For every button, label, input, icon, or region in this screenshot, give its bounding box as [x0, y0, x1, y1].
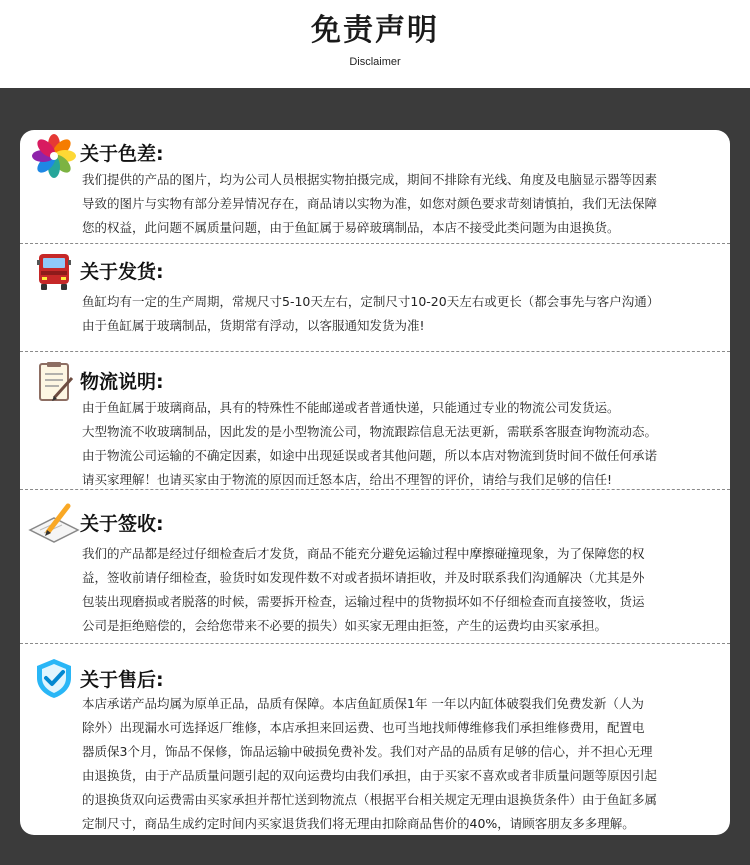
body-line: 您的权益，此问题不属质量问题，由于鱼缸属于易碎玻璃制品，本店不接受此类问题为由退换货。 [82, 220, 620, 235]
delivery-truck-icon [32, 250, 76, 294]
body-line: 的退换货双向运费需由买家承担并帮忙送到物流点（根据平台相关规定无理由退换货条件）由于鱼缸多属 [82, 792, 658, 807]
section-body [82, 168, 714, 240]
section-body [82, 692, 714, 835]
body-line: 包装出现磨损或者脱落的时候，需要拆开检查，运输过程中的货物损坏如不仔细检查而直接签收，货运 [82, 594, 645, 609]
disclaimer-card [20, 130, 730, 835]
body-line: 由于鱼缸属于玻璃商品，具有的特殊性不能邮递或者普通快递，只能通过专业的物流公司发货运。 [82, 400, 620, 415]
section-logistics [20, 352, 730, 490]
body-line: 定制尺寸，商品生成约定时间内买家退货我们将无理由扣除商品售价的40%，请顾客朋友多多理解。 [82, 816, 635, 831]
body-line: 由于鱼缸属于玻璃制品，货期常有浮动，以客服通知发货为准! [82, 318, 425, 333]
section-body [82, 396, 714, 492]
section-after-sales [20, 644, 730, 835]
body-line: 除外）出现漏水可选择返厂维修，本店承担来回运费、也可当地找师傅维修我们承担维修费用，配置电 [82, 720, 645, 735]
clipboard-icon [32, 360, 76, 404]
section-signing [20, 490, 730, 644]
body-line: 益，签收前请仔细检查，验货时如发现件数不对或者损坏请拒收，并及时联系我们沟通解决（尤其是外 [82, 570, 645, 585]
body-line: 本店承诺产品均属为原单正品，品质有保障。本店鱼缸质保1年 一年以内缸体破裂我们免费发新（人为 [82, 696, 644, 711]
body-line: 由于物流公司运输的不确定因素，如途中出现延误或者其他问题，所以本店对物流到货时间不做任何承诺 [82, 448, 658, 463]
body-line: 我们提供的产品的图片，均为公司人员根据实物拍摄完成，期间不排除有光线、角度及电脑显示器等因素 [82, 172, 658, 187]
body-line: 我们的产品都是经过仔细检查后才发货，商品不能充分避免运输过程中摩擦碰撞现象，为了保障您的权 [82, 546, 645, 561]
section-title: 关于色差: [80, 143, 164, 165]
section-title: 关于发货: [80, 261, 164, 283]
body-line: 鱼缸均有一定的生产周期，常规尺寸5-10天左右，定制尺寸10-20天左右或更长（都会事先与客户沟通） [82, 294, 660, 309]
page-title: 免责声明 [311, 13, 439, 48]
page-header [0, 0, 750, 88]
section-title: 关于签收: [80, 513, 164, 535]
page-subtitle: Disclaimer [349, 56, 401, 68]
body-line: 导致的图片与实物有部分差异情况存在，商品请以实物为准，如您对颜色要求苛刻请慎拍，我们无法保障 [82, 196, 658, 211]
body-line: 请买家理解！也请买家由于物流的原因而迁怒本店，给出不理智的评价，请给与我们足够的信任! [82, 472, 613, 487]
pen-signing-icon [28, 500, 80, 544]
shield-check-icon [32, 656, 76, 700]
body-line: 器质保3个月，饰品不保修，饰品运输中破损免费补发。我们对产品的品质有足够的信心，并不担心无理 [82, 744, 653, 759]
body-line: 由退换货，由于产品质量问题引起的双向运费均由我们承担，由于买家不喜欢或者非质量问题等原因引起 [82, 768, 658, 783]
section-shipping [20, 244, 730, 352]
section-color-difference [20, 130, 730, 244]
section-title: 关于售后: [80, 669, 164, 691]
section-title: 物流说明: [80, 371, 164, 393]
section-body [82, 290, 714, 338]
body-line: 大型物流不收玻璃制品，因此发的是小型物流公司，物流跟踪信息无法更新，需联系客服查询物流动态。 [82, 424, 658, 439]
section-body [82, 542, 714, 638]
color-wheel-icon [32, 134, 76, 178]
body-line: 公司是拒绝赔偿的，会给您带来不必要的损失）如买家无理由拒签，产生的运费均由买家承担。 [82, 618, 608, 633]
